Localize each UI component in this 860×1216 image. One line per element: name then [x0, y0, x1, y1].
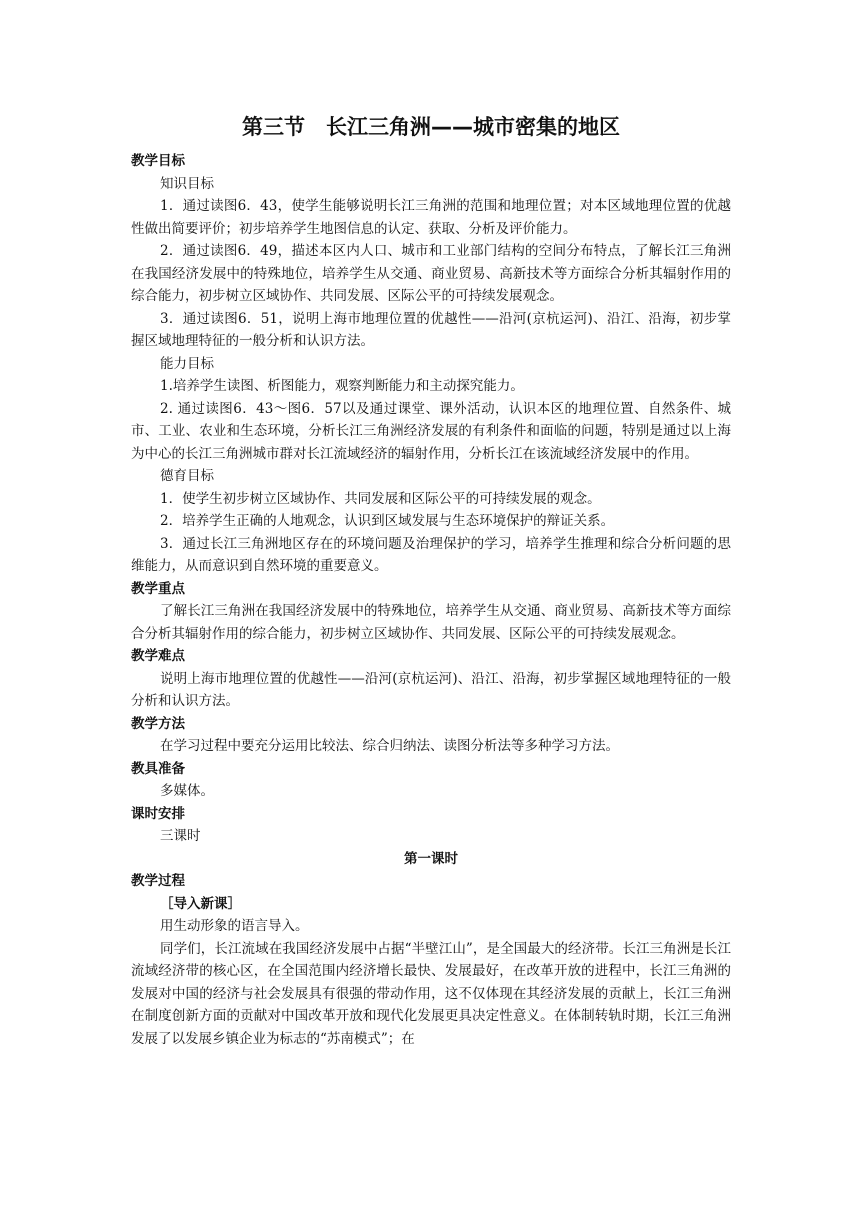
moral-objective-item: 1．使学生初步树立区域协作、共同发展和区际公平的可持续发展的观念。: [160, 490, 601, 507]
intro-bracket-heading: ［导入新课］: [160, 895, 241, 912]
moral-objective-item: 3．通过长江三角洲地区存在的环境问题及治理保护的学习，培养学生推理和综合分析问题的思维能力，从而意识到自然环境的重要意义。: [131, 535, 731, 574]
moral-objective-item: 2．培养学生正确的人地观念，认识到区域发展与生态环境保护的辩证关系。: [160, 513, 615, 529]
process-body-text: 同学们，长江流域在我国经济发展中占据“半壁江山”，是全国最大的经济带。长江三角洲是长江流域经济带的核心区，在全国范围内经济增长最快、发展最好，在改革开放的进程中，长江三角洲的发展对中国的经济与社会发展具有很强的带动作用，这不仅体现在其经济发展的贡献上，长江三角洲在制度创新方面的贡献对中国改革开放和现代化发展更具决定性意义。在体制转轨时期，长江三角洲发展了以发展乡镇企业为标志的“苏南模式”；在: [131, 940, 731, 1047]
tools-heading: 教具准备: [131, 760, 185, 777]
ability-objective-item: 1.培养学生读图、析图能力，观察判断能力和主动探究能力。: [160, 378, 524, 394]
tools-text: 多媒体。: [160, 783, 214, 799]
process-intro-text: 用生动形象的语言导入。: [160, 918, 309, 934]
knowledge-objective-item: 2．通过读图6．49，描述本区内人口、城市和工业部门结构的空间分布特点，了解长江三角洲在我国经济发展中的特殊地位，培养学生从交通、商业贸易、高新技术等方面综合分析其辐射作用的综合能力，初步树立区域协作、共同发展、区际公平的可持续发展观念。: [131, 243, 731, 304]
moral-objectives-label: 德育目标: [160, 468, 214, 484]
methods-text: 在学习过程中要充分运用比较法、综合归纳法、读图分析法等多种学习方法。: [160, 738, 619, 754]
ability-objective-item: 2. 通过读图6．43～图6．57以及通过课堂、课外活动，认识本区的地理位置、自然条件、城市、工业、农业和生态环境，分析长江三角洲经济发展的有利条件和面临的问题，特别是通过以上海为中心的长江三角洲城市群对长江流域经济的辐射作用，分析长江在该流域经济发展中的作用。: [131, 400, 731, 462]
knowledge-objective-item: 3．通过读图6．51，说明上海市地理位置的优越性——沿河(京杭运河)、沿江、沿海，初步掌握区域地理特征的一般分析和认识方法。: [131, 310, 731, 349]
objectives-heading: 教学目标: [131, 153, 185, 169]
key-points-heading: 教学重点: [131, 580, 185, 597]
lesson-title: 第一课时: [404, 850, 458, 867]
key-points-text: 了解长江三角洲在我国经济发展中的特殊地位，培养学生从交通、商业贸易、高新技术等方面综合分析其辐射作用的综合能力，初步树立区域协作、共同发展、区际公平的可持续发展观念。: [131, 603, 731, 642]
schedule-text: 三课时: [160, 828, 201, 844]
document-title: 第三节 长江三角洲——城市密集的地区: [242, 115, 620, 139]
difficulties-text: 说明上海市地理位置的优越性——沿河(京杭运河)、沿江、沿海，初步掌握区域地理特征的一般分析和认识方法。: [131, 670, 731, 709]
methods-heading: 教学方法: [131, 715, 185, 732]
knowledge-objective-item: 1．通过读图6．43，使学生能够说明长江三角洲的范围和地理位置；对本区域地理位置的优越性做出简要评价；初步培养学生地图信息的认定、获取、分析及评价能力。: [131, 198, 731, 237]
ability-objectives-label: 能力目标: [160, 355, 214, 372]
document-page: [131, 112, 731, 1050]
schedule-heading: 课时安排: [131, 805, 185, 822]
knowledge-objectives-label: 知识目标: [160, 175, 214, 192]
difficulties-heading: 教学难点: [131, 648, 185, 664]
process-heading: 教学过程: [131, 873, 185, 889]
